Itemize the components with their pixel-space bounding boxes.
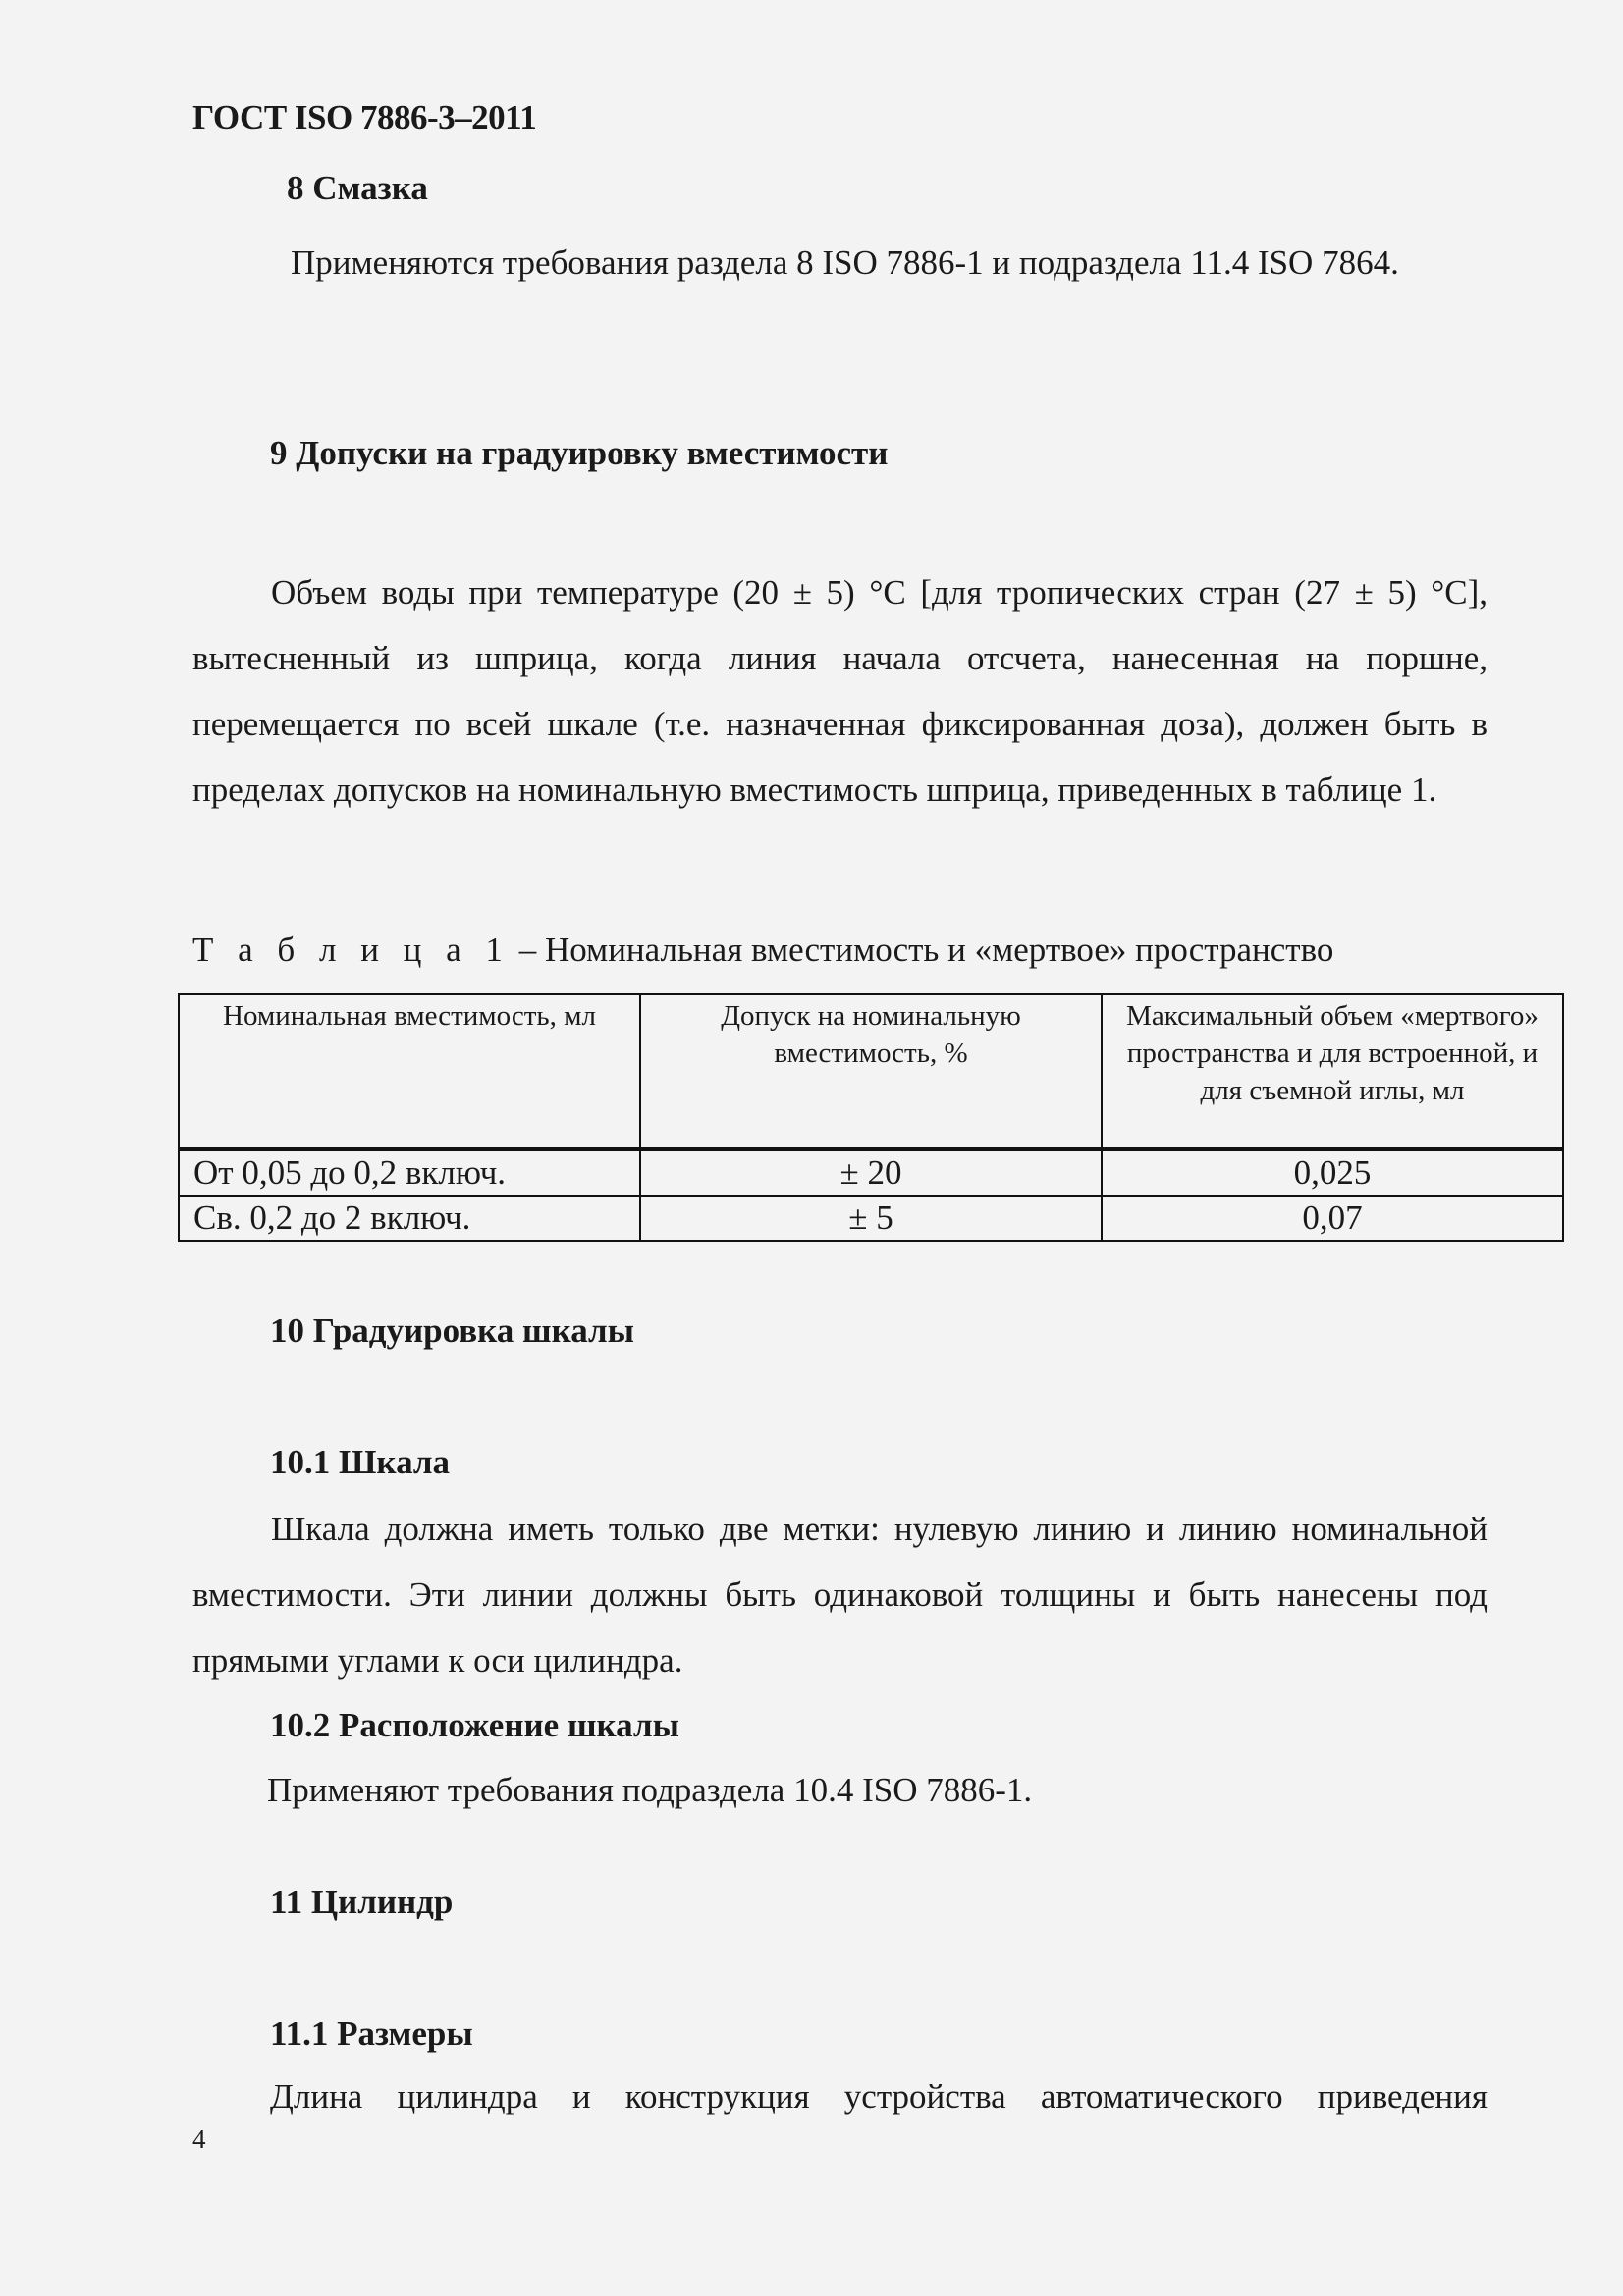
column-header-tolerance: Допуск на номинальную вместимость, % [640, 994, 1102, 1149]
table-1-caption [192, 931, 1333, 970]
table-1 [178, 993, 1564, 1242]
section-9-text: Объем воды при температуре (20 ± 5) °C [для тропических стран (27 ± 5) °C], вытесненный из шприца, когда линия начала отсчета, нанесенная на поршне, перемещается по всей шкале (т.е. назначенная фиксированная доза), должен быть в пределах допусков на номинальную вместимость шприца, приведенных в таблице 1. [192, 573, 1488, 809]
column-header-dead-space: Максимальный объем «мертвого» пространства и для встроенной, и для съемной иглы, мл [1102, 994, 1563, 1149]
table-1-caption-title: – Номинальная вместимость и «мертвое» пространство [510, 931, 1334, 969]
section-10-title: 10 Градуировка шкалы [270, 1311, 634, 1350]
section-11-title: 11 Цилиндр [270, 1883, 454, 1921]
section-11-1-title: 11.1 Размеры [270, 2014, 473, 2053]
section-10-2-title: 10.2 Расположение шкалы [270, 1706, 679, 1744]
table-cell: ± 20 [640, 1149, 1102, 1197]
table-row [179, 1149, 1563, 1197]
page-number: 4 [192, 2124, 206, 2154]
section-11-1-text: Длина цилиндра и конструкция устройства автоматического приведения [270, 2077, 1488, 2115]
section-8-title: 8 Смазка [287, 169, 428, 207]
table-cell: 0,025 [1102, 1149, 1563, 1197]
section-8-text: Применяются требования раздела 8 ISO 7886-1 и подраздела 11.4 ISO 7864. [291, 243, 1399, 282]
table-cell: От 0,05 до 0,2 включ. [179, 1149, 640, 1197]
section-10-2-text: Применяют требования подраздела 10.4 ISO 7886-1. [267, 1771, 1033, 1809]
table-row [179, 1196, 1563, 1241]
table-header-row [179, 994, 1563, 1149]
column-header-nominal-capacity: Номинальная вместимость, мл [179, 994, 640, 1149]
table-cell: ± 5 [640, 1196, 1102, 1241]
table-cell: Св. 0,2 до 2 включ. [179, 1196, 640, 1241]
table-cell: 0,07 [1102, 1196, 1563, 1241]
section-10-1-title: 10.1 Шкала [270, 1443, 451, 1481]
section-10-1-text: Шкала должна иметь только две метки: нулевую линию и линию номинальной вместимости. Эти линии должны быть одинаковой толщины и быть нанесены под прямыми углами к оси цилиндра. [192, 1510, 1488, 1680]
table-1-caption-label: Т а б л и ц а 1 [192, 931, 511, 969]
document-header: ГОСТ ISO 7886-3–2011 [192, 98, 537, 136]
section-9-title: 9 Допуски на градуировку вместимости [270, 434, 889, 472]
